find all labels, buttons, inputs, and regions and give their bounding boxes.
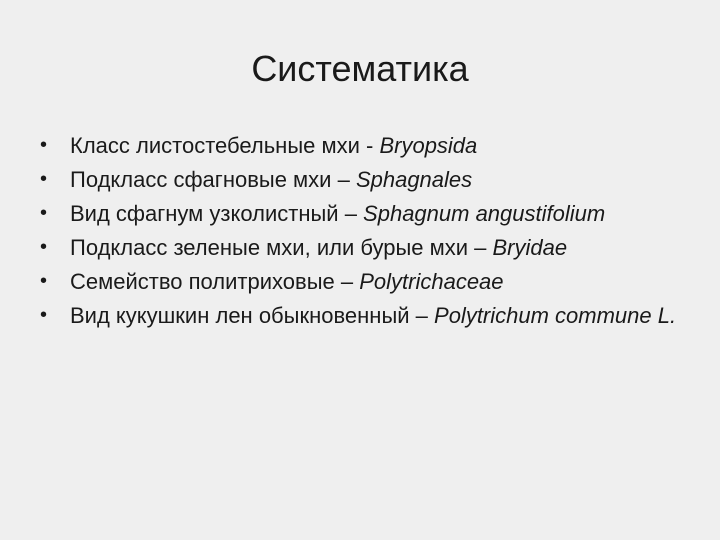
item-latin-name: Polytrichaceae xyxy=(359,269,504,294)
item-text: Подкласс сфагновые мхи – xyxy=(70,167,356,192)
item-text: Класс листостебельные мхи - xyxy=(70,133,380,158)
item-latin-name: Sphagnum angustifolium xyxy=(363,201,606,226)
bullet-icon: • xyxy=(40,270,48,292)
item-latin-name: Sphagnales xyxy=(355,167,473,192)
list-item xyxy=(40,164,690,195)
item-text: Подкласс зеленые мхи, или бурые мхи – xyxy=(70,235,493,260)
item-latin-name: Polytrichum commune L. xyxy=(434,303,677,328)
list-item xyxy=(40,232,690,263)
bullet-icon: • xyxy=(40,202,48,224)
list-item xyxy=(40,130,690,161)
bullet-list xyxy=(40,130,690,334)
item-latin-name: Bryopsida xyxy=(379,133,478,158)
list-item xyxy=(40,266,690,297)
list-item xyxy=(40,198,690,229)
list-item xyxy=(40,300,690,331)
item-text: Вид кукушкин лен обыкновенный – xyxy=(70,303,435,328)
bullet-icon: • xyxy=(40,168,48,190)
slide-title: Систематика xyxy=(251,48,469,89)
bullet-icon: • xyxy=(40,134,48,156)
item-text: Вид сфагнум узколистный – xyxy=(70,201,364,226)
item-text: Семейство политриховые – xyxy=(70,269,360,294)
item-latin-name: Bryidae xyxy=(492,235,568,260)
bullet-icon: • xyxy=(40,236,48,258)
bullet-icon: • xyxy=(40,304,48,326)
